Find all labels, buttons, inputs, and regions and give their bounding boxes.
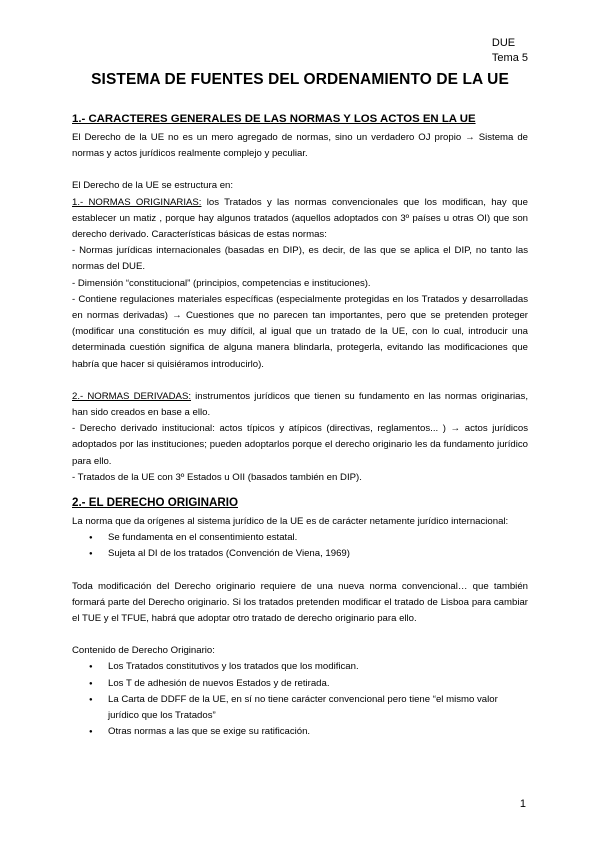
structure-intro: El Derecho de la UE se estructura en:	[72, 180, 234, 192]
derivadas-item: - Derecho derivado institucional: actos típicos y atípicos (directivas, reglamentos... ) → actos jurídicos adoptados por las instituciones; pueden adoptarlos porque el derecho originario les da fundamento jurídico para ello.	[72, 423, 528, 467]
list-item: ● Los T de adhesión de nuevos Estados y de retirada.	[72, 676, 528, 692]
section2-intro: La norma que da orígenes al sistema jurídico de la UE es de carácter netamente jurídico internacional:	[72, 516, 509, 528]
modification-paragraph: Toda modificación del Derecho originario requiere de una nueva norma convencional… que también formará parte del Derecho originario. Si los tratados pretenden modificar el tratado de Lisboa para cambiar el TUE y el TFUE, habrá que adoptar otro tratado de derecho originario para ello.	[72, 580, 528, 625]
header-topic: Tema 5	[491, 52, 528, 64]
derivadas-text: instrumentos jurídicos que tienen su fundamento en las normas originarias, han sido creados en base a ello.	[72, 390, 528, 419]
header-subject: DUE	[491, 37, 516, 49]
section1-heading: 1.- CARACTERES GENERALES DE LAS NORMAS Y LOS ACTOS EN LA UE	[72, 113, 476, 125]
page-number: 1	[519, 798, 526, 810]
originarias-label: 1.- NORMAS ORIGINARIAS:	[72, 196, 202, 208]
originarias-item: - Dimensión “constitucional” (principios, competencias e instituciones).	[72, 277, 371, 289]
derivadas-paragraph	[72, 389, 528, 421]
section1-intro: El Derecho de la UE no es un mero agregado de normas, sino un verdadero OJ propio → Sistema de normas y actos jurídicos realmente complejo y peculiar.	[72, 132, 528, 160]
originarias-text: los Tratados y las normas convencionales que los modifican, hay que establecer un matiz , porque hay algunos tratados (aquellos adoptados con 3º países u otras OI) que son derecho derivado. Características básicas de estas normas:	[72, 196, 528, 241]
originario-features-list	[72, 530, 528, 562]
list-item: ● Se fundamenta en el consentimiento estatal.	[72, 530, 528, 546]
originarias-item: - Contiene regulaciones materiales específicas (especialmente protegidas en los Tratados y desarrolladas en normas derivadas) → Cuestiones que no parecen tan importantes, pero que se pretenden proteger (modificar una constitución es muy difícil, al igual que un tratado de la UE, con lo cual, introducir una determinada cuestión significa de alguna manera blindarla, protegerla, evitando las modificaciones que habría que hacer si quisiéramos introducirlo).	[72, 293, 528, 370]
list-item: ● Otras normas a las que se exige su ratificación.	[72, 724, 528, 740]
section2-heading: 2.- EL DERECHO ORIGINARIO	[72, 496, 238, 510]
document-title: SISTEMA DE FUENTES DEL ORDENAMIENTO DE LA UE	[91, 71, 509, 88]
list-item: ● Los Tratados constitutivos y los tratados que los modifican.	[72, 659, 528, 675]
originarias-item: - Normas jurídicas internacionales (basadas en DIP), es decir, de las que se aplica el DIP, no tanto las normas del DUE.	[72, 245, 528, 273]
originarias-paragraph	[72, 195, 528, 244]
content-intro: Contenido de Derecho Originario:	[72, 645, 215, 657]
derivadas-item: - Tratados de la UE con 3º Estados u OII (basados también en DIP).	[72, 471, 362, 483]
originario-content-list	[72, 659, 528, 740]
derivadas-label: 2.- NORMAS DERIVADAS:	[72, 390, 192, 402]
list-item: ● Sujeta al DI de los tratados (Convención de Viena, 1969)	[72, 546, 528, 562]
document-body	[72, 112, 528, 741]
list-item: ● La Carta de DDFF de la UE, en sí no tiene carácter convencional pero tiene “el mismo valor jurídico que los Tratados”	[72, 692, 528, 724]
page-header	[492, 36, 528, 66]
